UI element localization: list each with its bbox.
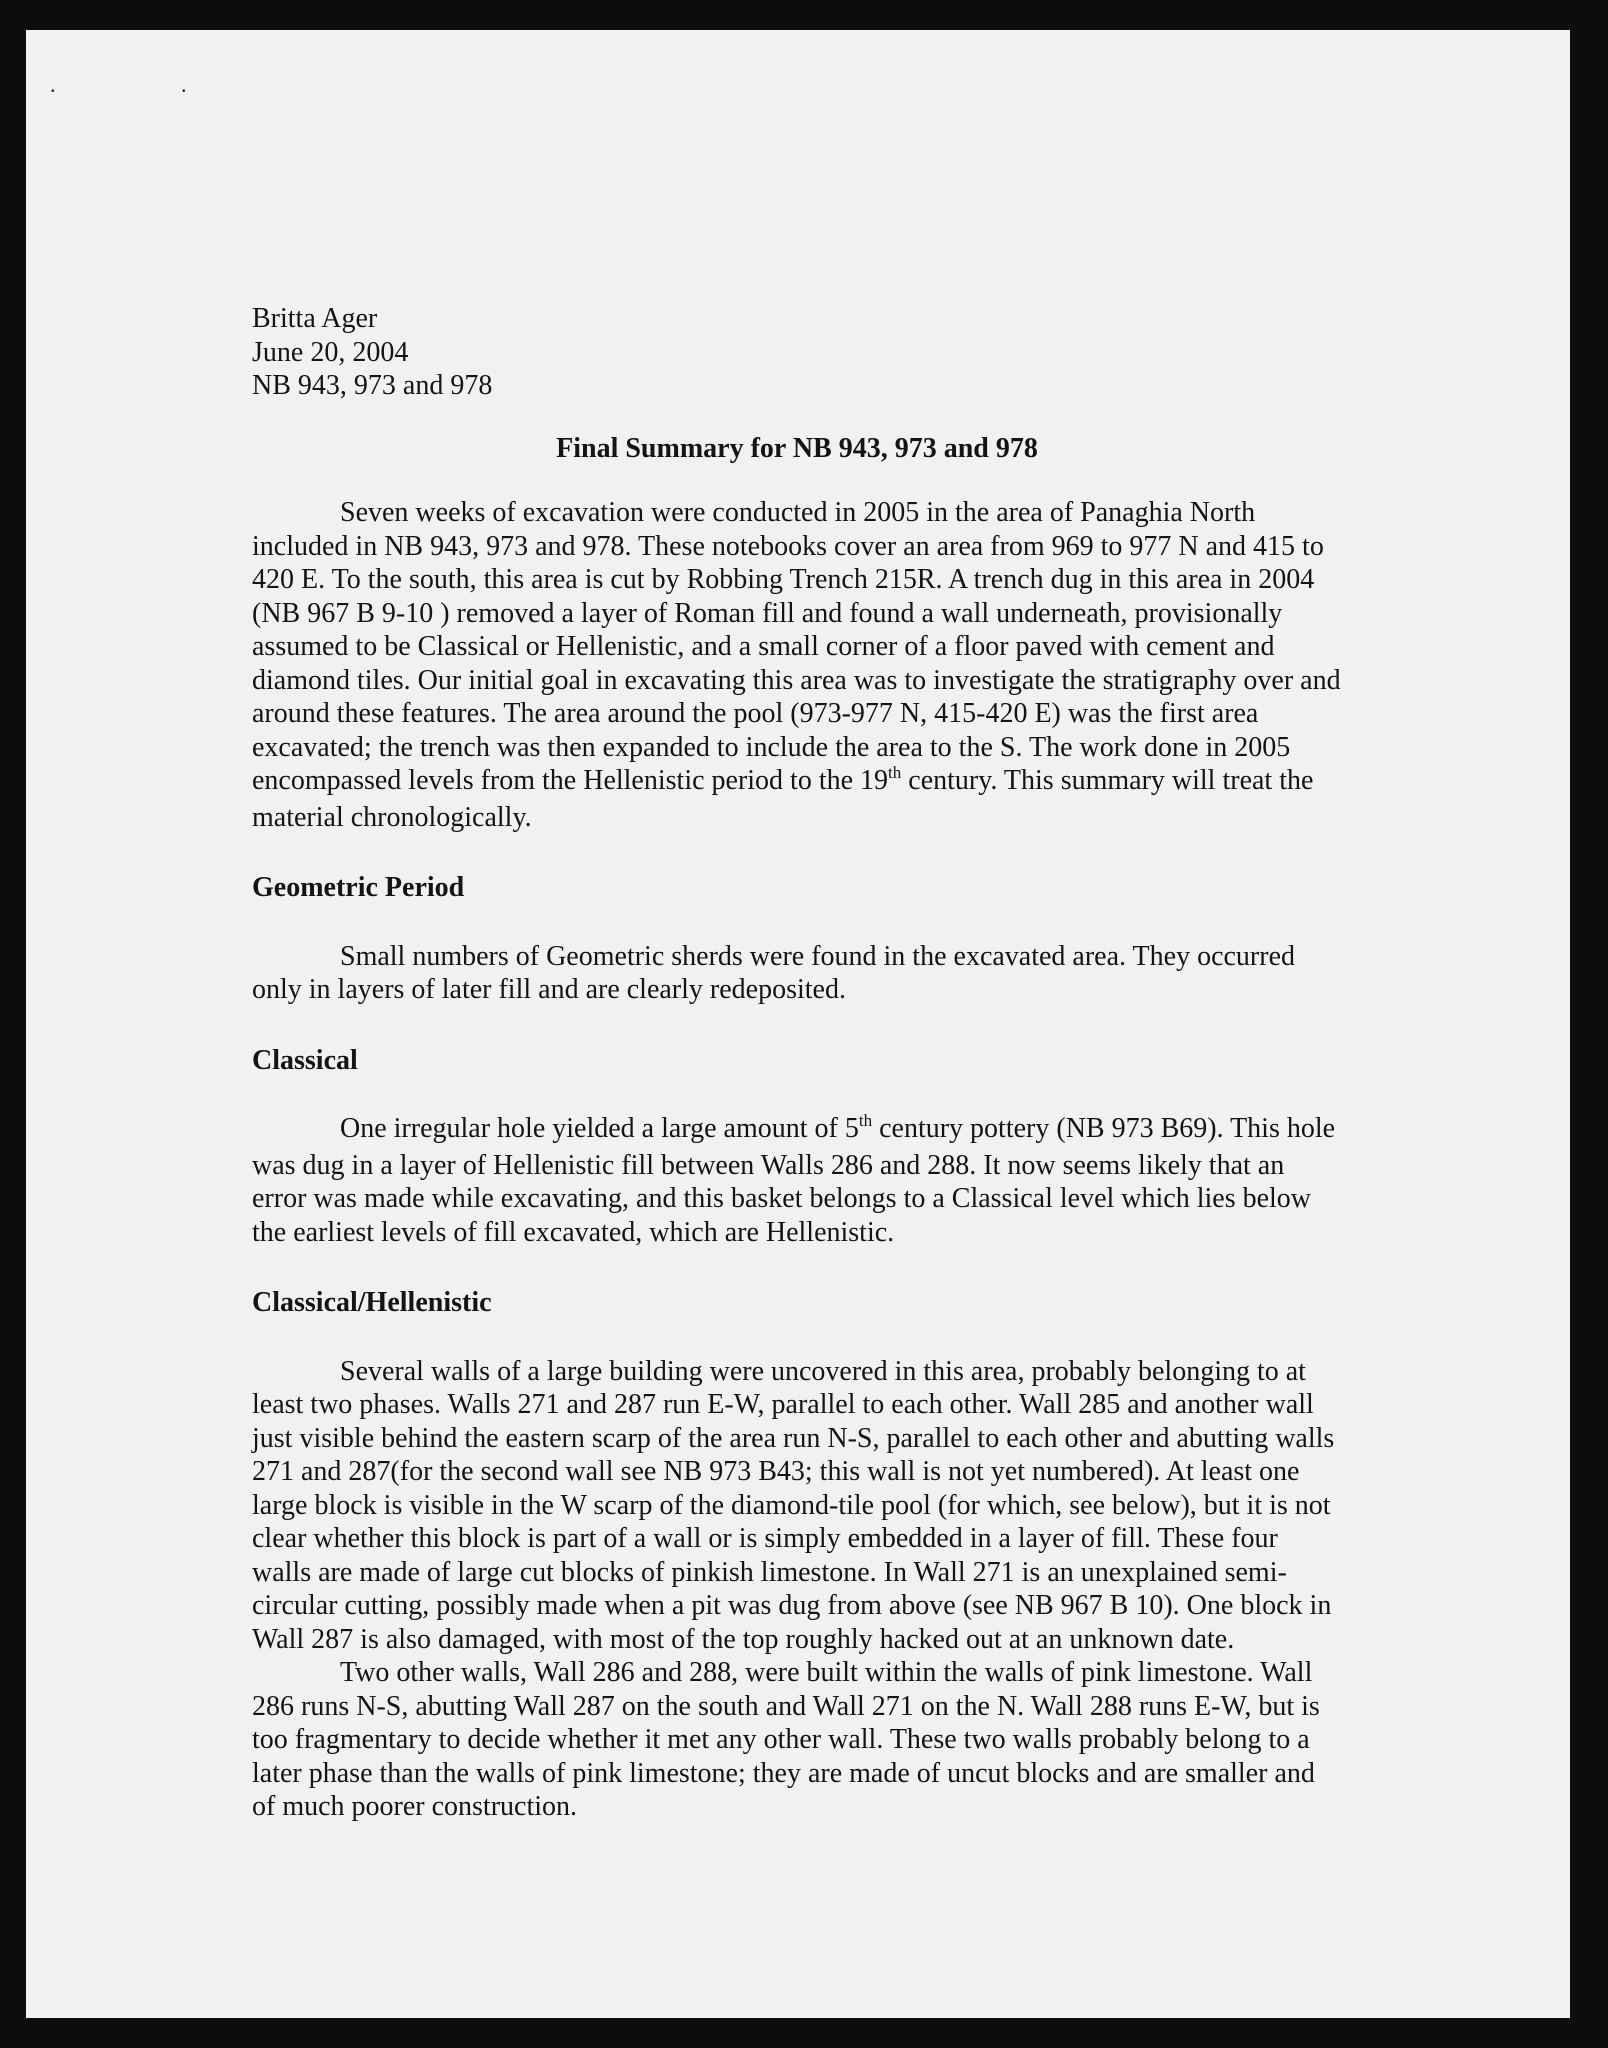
intro-text: Seven weeks of excavation were conducted in 2005 in the area of Panaghia North included in NB 943, 973 and 978. These notebooks cover an area from 969 to 977 N and 415 to 420 E. To the south, this area is cut by Robbing Trench 215R. A trench dug in this area in 2004 (NB 967 B 9-10 ) removed a layer of Roman fill and found a wall underneath, provisionally assumed to be Classical or Hellenistic, and a small corner of a floor paved with cement and diamond tiles. Our initial goal in excavating this area was to investigate the stratigraphy over and around these features. The area around the pool (973-977 N, 415-420 E) was the first area excavated; the trench was then expanded to include the area to the S. The work done in 2005 encompassed levels from the Hellenistic period to the 19: [252, 497, 1341, 796]
scan-marks: . .: [50, 72, 247, 97]
superscript: th: [858, 1111, 873, 1130]
classical-hellenistic-paragraph-1: Several walls of a large building were uncovered in this area, probably belonging to at least two phases. Walls 271 and 287 run E-W, parallel to each other. Wall 285 and another wall just visible behind the eastern scarp of the area run N-S, parallel to each other and abutting walls 271 and 287(for the second wall see NB 973 B43; this wall is not yet numbered). At least one large block is visible in the W scarp of the diamond-tile pool (for which, see below), but it is not clear whether this block is part of a wall or is simply embedded in a layer of fill. These four walls are made of large cut blocks of pinkish limestone. In Wall 271 is an unexplained semi-circular cutting, possibly made when a pit was dug from above (see NB 967 B 10). One block in Wall 287 is also damaged, with most of the top roughly hacked out at an unknown date.: [252, 1355, 1335, 1655]
document-date: June 20, 2004: [252, 336, 409, 368]
intro-paragraph: [252, 496, 1342, 834]
document-page: [26, 30, 1570, 2018]
document-body: [252, 302, 1342, 1824]
geometric-paragraph: Small numbers of Geometric sherds were found in the excavated area. They occurred only in layers of later fill and are clearly redeposited.: [252, 940, 1295, 1005]
document-title: Final Summary for NB 943, 973 and 978: [556, 432, 1038, 464]
notebook-reference: NB 943, 973 and 978: [252, 370, 493, 401]
document-header: [252, 302, 1342, 403]
classical-hellenistic-paragraph-2: Two other walls, Wall 286 and 288, were built within the walls of pink limestone. Wall 286 runs N-S, abutting Wall 287 on the south and Wall 271 on the N. Wall 288 runs E-W, but is too fragmentary to decide whether it met any other wall. These two walls probably belong to a later phase than the walls of pink limestone; they are made of uncut blocks and are smaller and of much poorer construction.: [252, 1657, 1320, 1822]
section-heading-classical-hellenistic: Classical/Hellenistic: [252, 1287, 492, 1318]
section-heading-geometric: Geometric Period: [252, 872, 465, 903]
section-heading-classical: Classical: [252, 1044, 358, 1076]
classical-text: One irregular hole yielded a large amount of 5: [340, 1113, 859, 1144]
classical-text-tail: century pottery (NB 973 B69). This hole was dug in a layer of Hellenistic fill between Walls 286 and 288. It now seems likely that an error was made while excavating, and this basket belongs to a Classical level which lies below the earliest levels of fill excavated, which are Hellenistic.: [252, 1113, 1336, 1248]
intro-text-tail: century. This summary will treat the material chronologically.: [252, 765, 1314, 833]
author-name: Britta Ager: [252, 303, 378, 334]
classical-paragraph: [252, 1112, 1342, 1249]
superscript: th: [888, 763, 902, 782]
